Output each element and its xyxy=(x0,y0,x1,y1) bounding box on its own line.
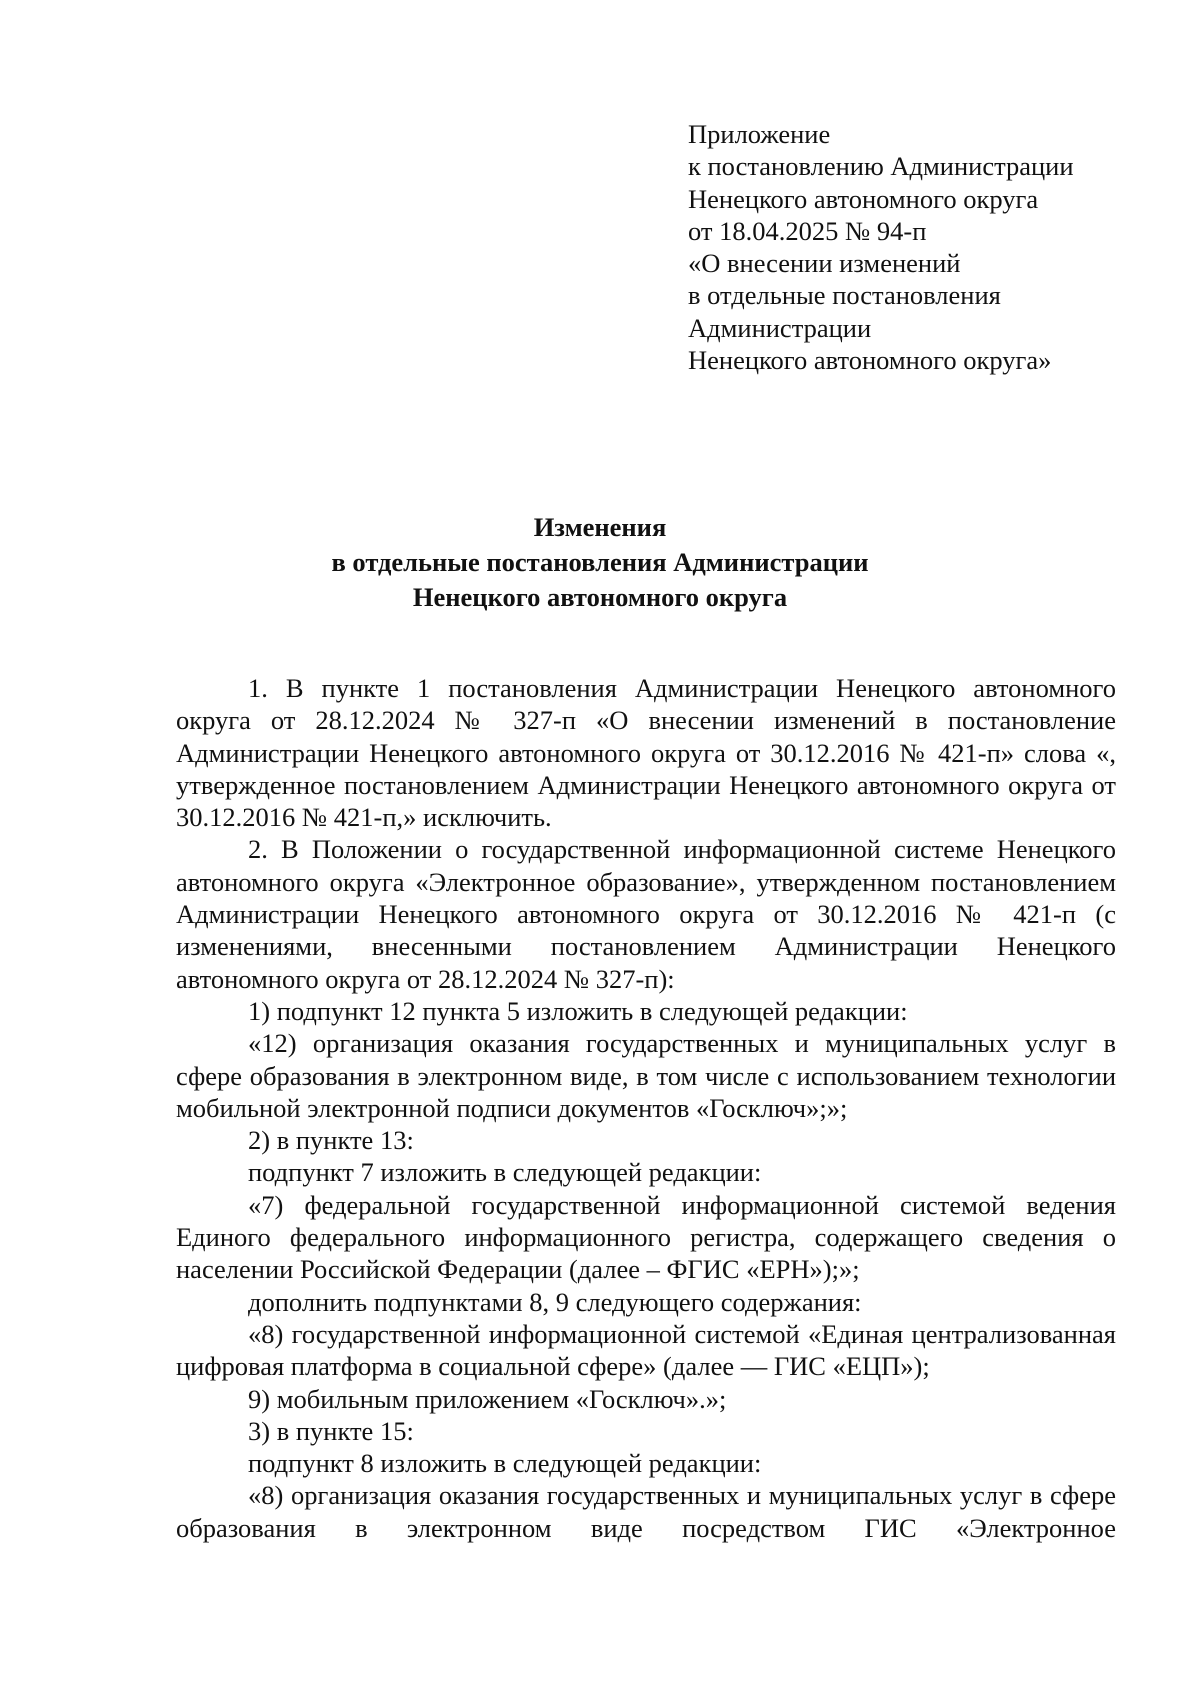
paragraph: 1) подпункт 12 пункта 5 изложить в следующей редакции: xyxy=(248,995,908,1026)
paragraph: 3) в пункте 15: xyxy=(248,1415,414,1446)
paragraph: 1. В пункте 1 постановления Администрации Ненецкого автономного округа от 28.12.2024 № 327-п «О внесении изменений в постановление Администрации Ненецкого автономного округа от 30.12.2016 № 421-п» слова «, утвержденное постановлением Администрации Ненецкого автономного округа от 30.12.2016 № 421-п,» исключить. xyxy=(176,673,1116,833)
paragraph: «12) организация оказания государственных и муниципальных услуг в сфере образования в электронном виде, в том числе с использованием технологии мобильной электронной подписи документов «Госключ»;»; xyxy=(176,1028,1116,1123)
annex-line: «О внесении изменений xyxy=(688,248,961,279)
annex-line: Приложение xyxy=(688,119,831,149)
title-line: Ненецкого автономного округа xyxy=(412,582,788,612)
title-line: Изменения xyxy=(533,512,667,542)
paragraph: подпункт 7 изложить в следующей редакции: xyxy=(248,1157,762,1188)
annex-line: в отдельные постановления xyxy=(688,280,1001,311)
annex-line: от 18.04.2025 № 94-п xyxy=(688,215,927,246)
annex-line: Администрации xyxy=(688,312,872,343)
annex-line: Ненецкого автономного округа xyxy=(688,183,1039,214)
paragraph: 2. В Положении о государственной информационной системе Ненецкого автономного округа «Электронное образование», утвержденном постановлением Администрации Ненецкого автономного округа от 30.12.2016 № 421-п (с изменениями, внесенными постановлением Администрации Ненецкого автономного округа от 28.12.2024 № 327-п): xyxy=(176,834,1116,994)
title-line: в отдельные постановления Администрации xyxy=(331,547,869,577)
paragraph: 2) в пункте 13: xyxy=(248,1125,414,1156)
document-title xyxy=(100,510,1100,615)
paragraph: 9) мобильным приложением «Госключ».»; xyxy=(248,1383,727,1414)
paragraph: «8) государственной информационной системой «Единая централизованная цифровая платформа в социальной сфере» (далее — ГИС «ЕЦП»); xyxy=(176,1318,1116,1382)
paragraph: «7) федеральной государственной информационной системой ведения Единого федерального информационного регистра, содержащего сведения о населении Российской Федерации (далее – ФГИС «ЕРН»);»; xyxy=(176,1189,1116,1285)
paragraph: подпункт 8 изложить в следующей редакции: xyxy=(248,1448,762,1479)
annex-line: Ненецкого автономного округа» xyxy=(688,345,1052,376)
paragraph: «8) организация оказания государственных и муниципальных услуг в сфере образования в электронном виде посредством ГИС «Электронное xyxy=(176,1480,1116,1543)
annex-line: к постановлению Администрации xyxy=(688,151,1074,182)
annex-header xyxy=(688,118,1168,376)
document-body xyxy=(176,672,1116,1544)
paragraph: дополнить подпунктами 8, 9 следующего содержания: xyxy=(248,1286,862,1317)
